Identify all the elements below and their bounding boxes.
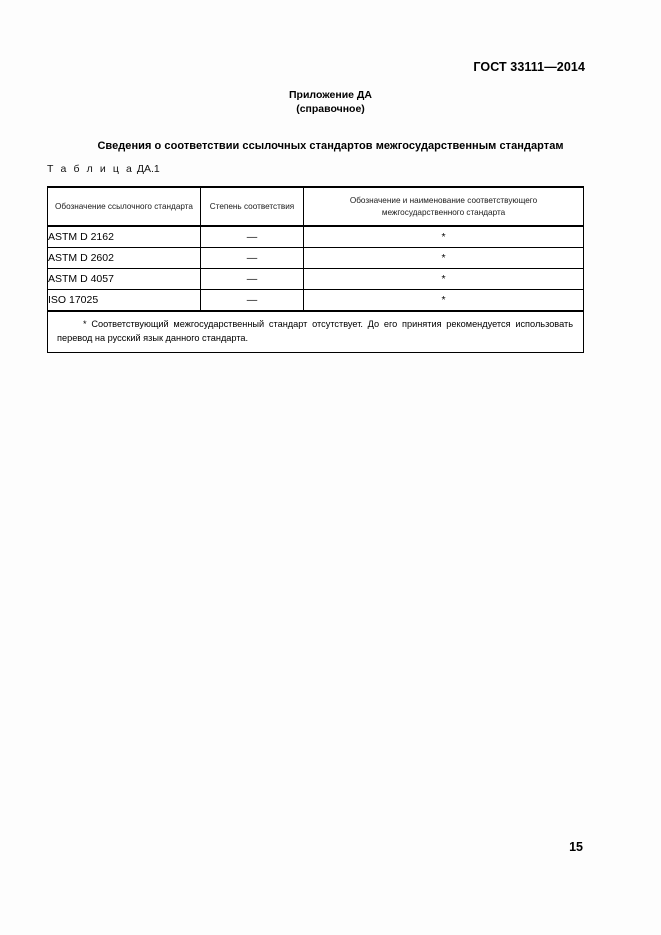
running-head: ГОСТ 33111—2014 (473, 60, 585, 74)
column-header-degree: Степень соответствия (201, 187, 304, 226)
table-row (48, 290, 584, 312)
cell-standard: ISO 17025 (48, 290, 201, 312)
column-header-standard: Обозначение ссылочного стандарта (48, 187, 201, 226)
annex-label: Приложение ДА (289, 89, 372, 101)
cell-equivalent: * (304, 290, 584, 312)
page-number: 15 (569, 840, 583, 854)
cell-standard: ASTM D 2162 (48, 226, 201, 248)
table-header-row (48, 187, 584, 226)
cell-standard: ASTM D 2602 (48, 248, 201, 269)
annex-kind: (справочное) (296, 103, 365, 115)
cell-degree: — (201, 226, 304, 248)
table-footnote-text: * Соответствующий межгосударственный стандарт отсутствует. До его принятия рекомендуется использовать перевод на русский язык данного стандарта. (57, 319, 573, 343)
column-header-equivalent: Обозначение и наименование соответствующего межгосударственного стандарта (304, 187, 584, 226)
table-footnote-row (48, 311, 584, 353)
cell-degree: — (201, 269, 304, 290)
cell-equivalent: * (304, 248, 584, 269)
table-caption-number: ДА.1 (136, 163, 160, 175)
cell-equivalent: * (304, 226, 584, 248)
reference-standards-table (47, 186, 584, 353)
table-caption-word: Т а б л и ц а (47, 163, 134, 175)
table-row (48, 226, 584, 248)
cell-equivalent: * (304, 269, 584, 290)
cell-degree: — (201, 248, 304, 269)
table-footnote-cell (48, 311, 584, 353)
section-heading: Сведения о соответствии ссылочных стандартов межгосударственным стандартам (97, 140, 564, 152)
cell-standard: ASTM D 4057 (48, 269, 201, 290)
table-row (48, 269, 584, 290)
table-caption (47, 163, 160, 175)
annex-heading-block (0, 88, 661, 116)
table-row (48, 248, 584, 269)
cell-degree: — (201, 290, 304, 312)
